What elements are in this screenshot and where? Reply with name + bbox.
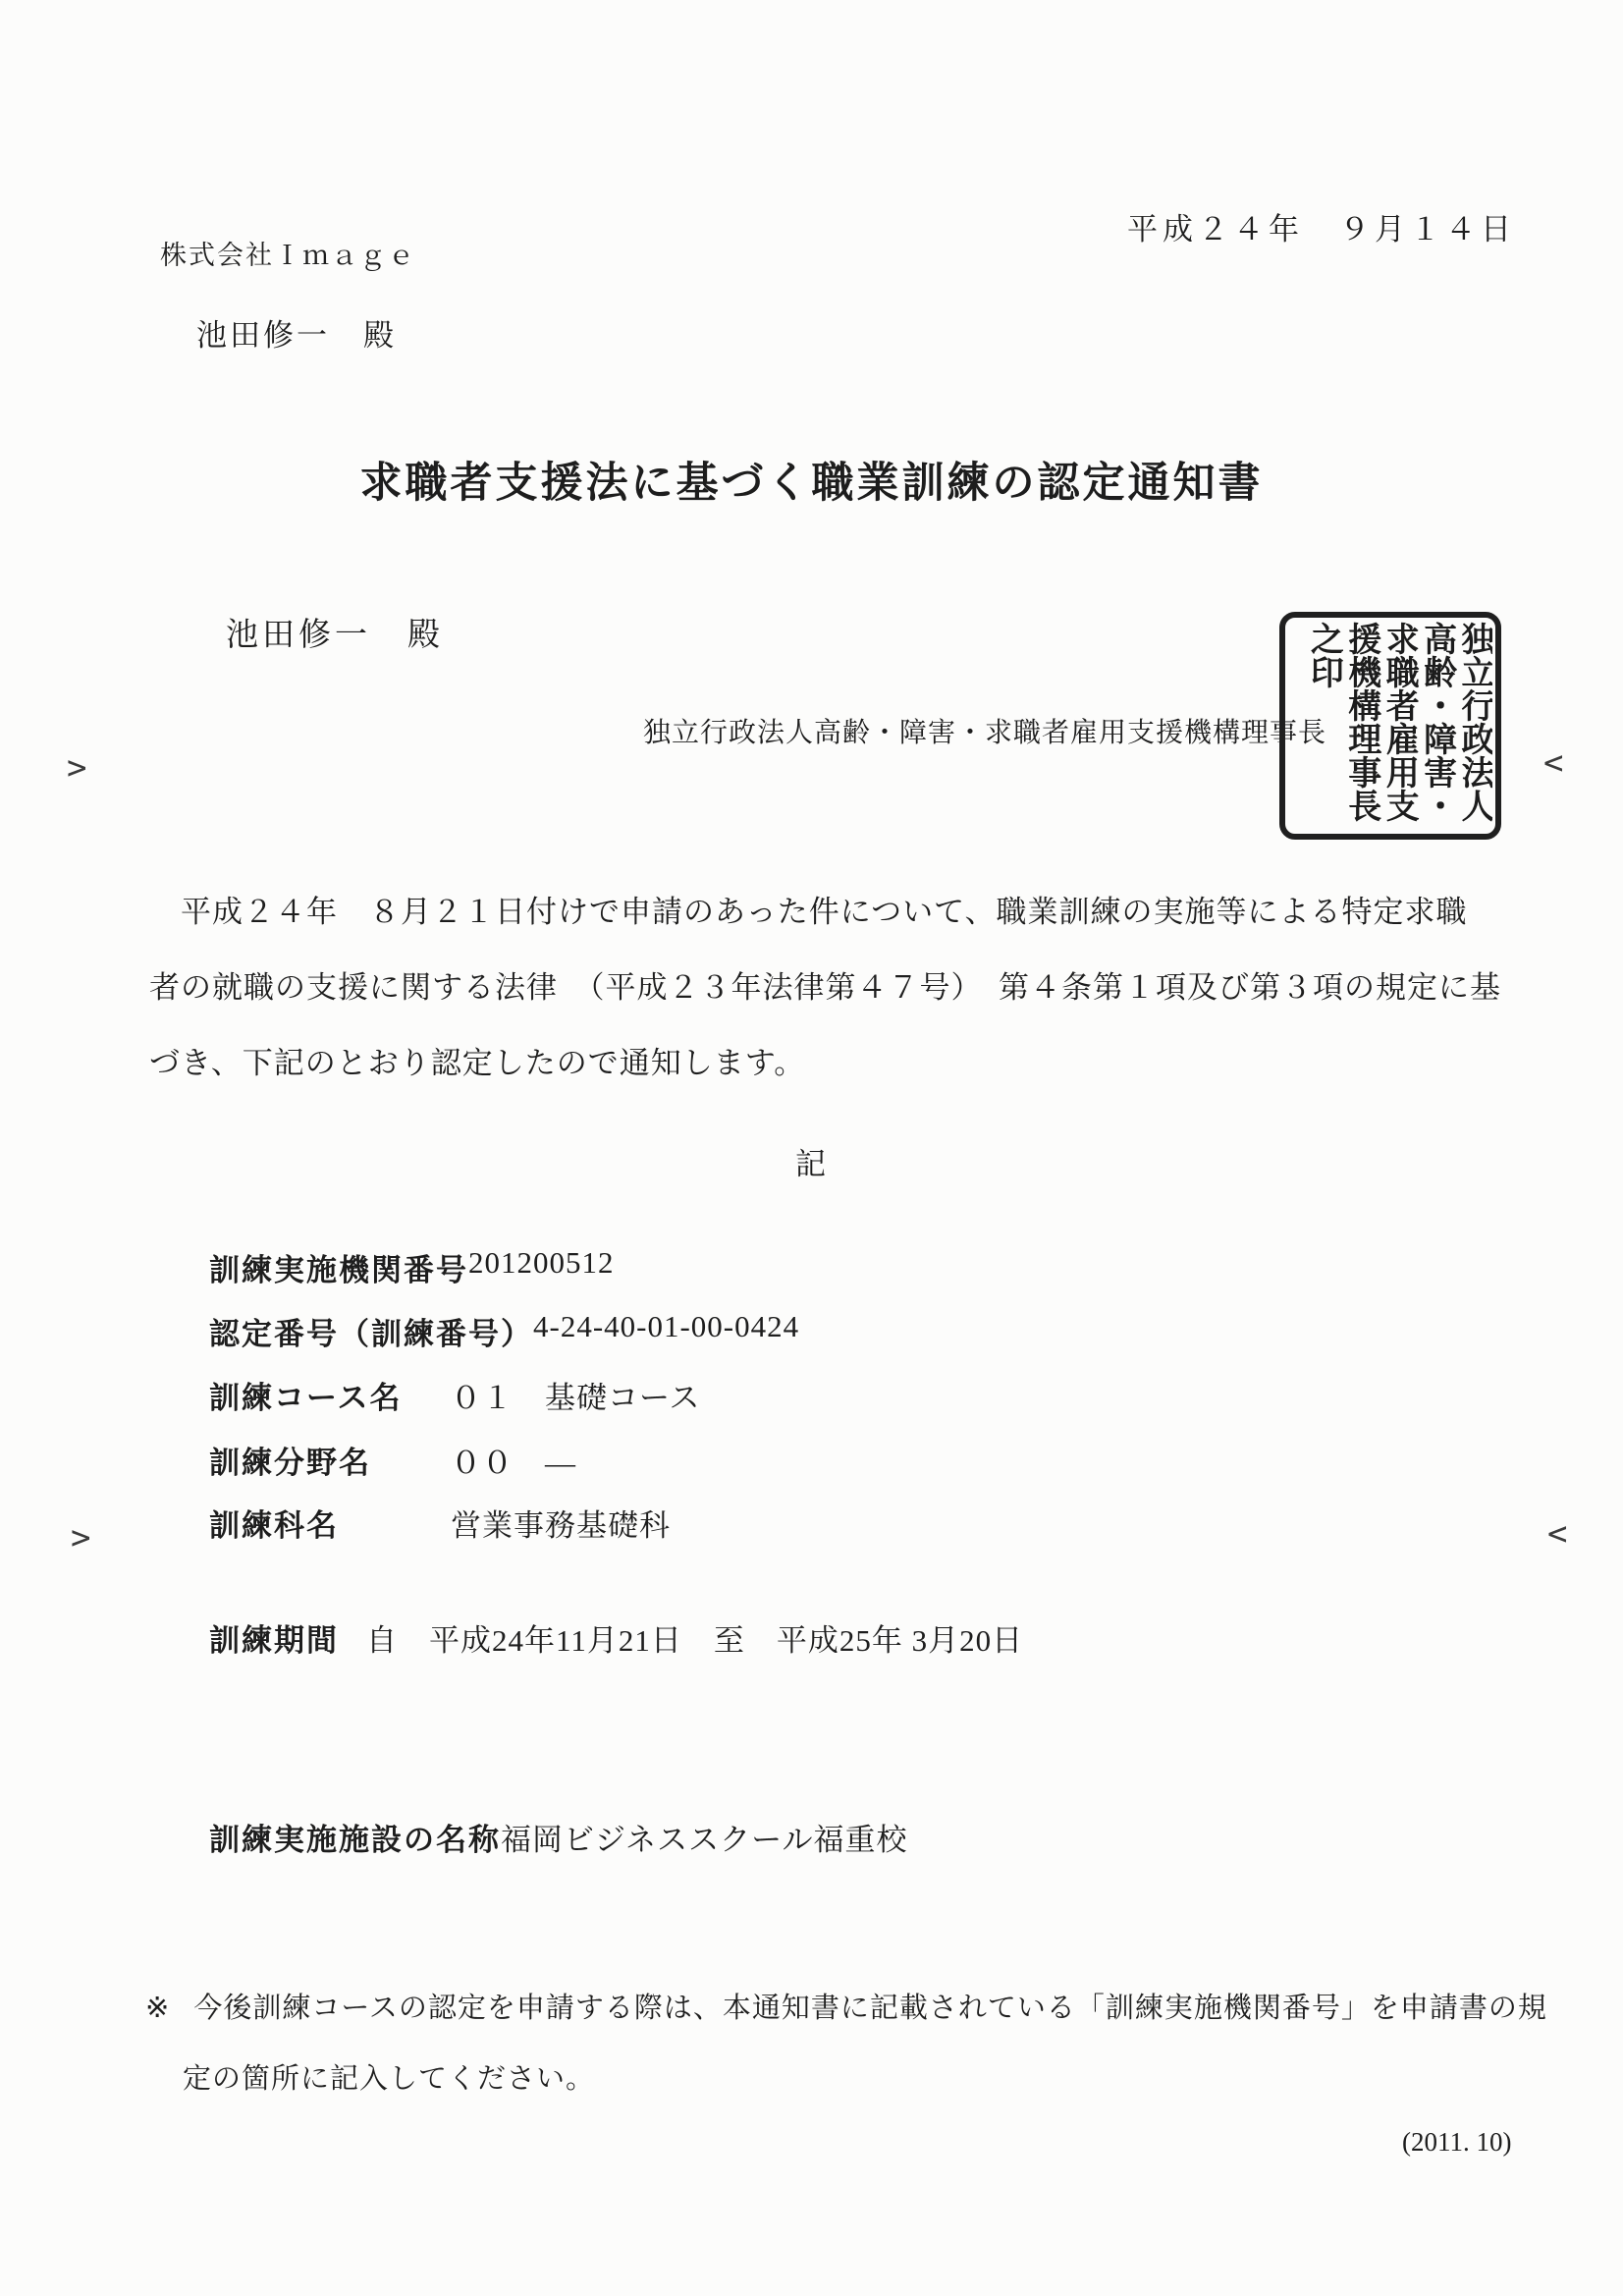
seal-text: 独立行政法人高齢・障害・求職者雇用支援機構理事長之印 [1305,622,1492,822]
field-value: ００ ― [451,1446,576,1480]
field-value: ０１ 基礎コース [451,1381,701,1415]
document-date: 平成２４年 ９月１４日 [1127,212,1516,246]
field-row-field-name [209,1438,576,1482]
addressee-top: 池田修一 殿 [196,318,397,353]
field-row-course-name [209,1373,700,1417]
official-seal-stamp [1279,612,1501,840]
company-name: 株式会社Ｉｍａｇｅ [160,241,416,270]
footnote-line-2: 定の箇所に記入してください。 [183,2063,596,2095]
ki-heading: 記 [795,1147,828,1181]
form-code: (2011. 10) [1402,2127,1512,2157]
recipient-name: 池田修一 殿 [226,618,444,653]
field-row-facility-name [209,1815,907,1859]
footnote-text: 今後訓練コースの認定を申請する際は、本通知書に記載されている「訓練実施機関番号」を申請書の規 [193,1993,1547,2024]
field-value: 福岡ビジネススクール福重校 [501,1823,908,1857]
field-label: 訓練期間 [209,1623,339,1658]
field-row-subject-name [209,1501,671,1545]
field-label: 訓練科名 [209,1508,339,1543]
field-label: 訓練分野名 [209,1446,371,1480]
field-value: 自 平成24年11月21日 至 平成25年 3月20日 [366,1623,1024,1658]
scan-registration-mark-right-top: < [1543,743,1564,783]
field-label: 訓練コース名 [209,1381,403,1415]
body-paragraph-line-1: 平成２４年 ８月２１日付けで申請のあった件について、職業訓練の実施等による特定求職 [149,895,1468,929]
body-paragraph-line-2: 者の就職の支援に関する法律 （平成２３年法律第４７号） 第４条第１項及び第３項の規定に基 [149,970,1501,1005]
field-row-certification-number [209,1309,799,1353]
body-paragraph-line-3: づき、下記のとおり認定したので通知します。 [149,1046,806,1080]
field-label: 訓練実施機関番号 [209,1253,468,1287]
field-value: 201200512 [468,1245,615,1280]
field-value: 4-24-40-01-00-0424 [533,1309,800,1343]
field-label: 認定番号（訓練番号） [209,1317,533,1351]
scan-registration-mark-left-top: > [67,748,87,788]
footnote-marker: ※ [145,1993,171,2024]
scan-registration-mark-left-bottom: > [71,1518,91,1558]
footnote-line-1 [145,1986,1547,2026]
scan-registration-mark-right-bottom: < [1547,1514,1568,1554]
document-title: 求職者支援法に基づく職業訓練の認定通知書 [359,461,1264,507]
field-row-training-period [209,1615,1023,1660]
field-row-training-org-number [209,1245,615,1289]
field-value: 営業事務基礎科 [451,1508,671,1543]
field-label: 訓練実施施設の名称 [209,1823,501,1857]
issuer-name: 独立行政法人高齢・障害・求職者雇用支援機構理事長 [643,718,1327,748]
